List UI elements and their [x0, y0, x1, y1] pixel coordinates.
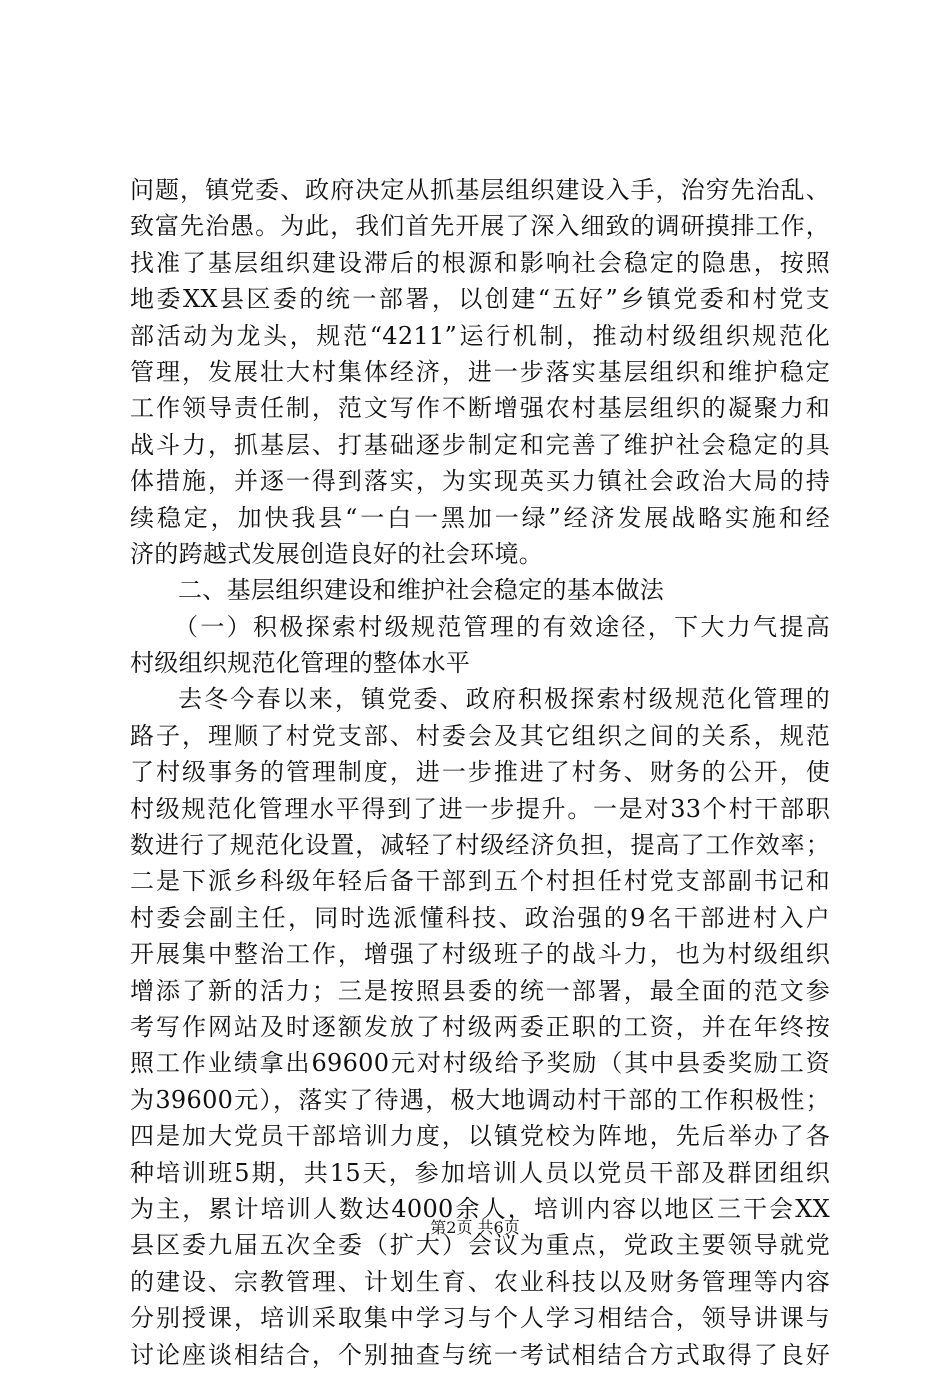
- text-line: 的建设、宗教管理、计划生育、农业科技以及财务管理等内容: [130, 1267, 830, 1296]
- text-line: 管理，发展壮大村集体经济，进一步落实基层组织和维护稳定: [130, 357, 830, 386]
- page-footer: [0, 1218, 950, 1238]
- section-heading: 二、基层组织建设和维护社会稳定的基本做法: [178, 576, 664, 605]
- text-line: 地委XX县区委的统一部署，以创建“五好”乡镇党委和村党支: [130, 285, 830, 314]
- subsection-heading: （一）积极探索村级规范管理的有效途径，下大力气提高: [174, 612, 830, 641]
- text-line: 战斗力，抓基层、打基础逐步制定和完善了维护社会稳定的具: [130, 430, 830, 459]
- text-line: 为39600元），落实了待遇，极大地调动村干部的工作积极性；: [130, 1085, 830, 1114]
- text-line: 部活动为龙头，规范“4211”运行机制，推动村级组织规范化: [130, 321, 830, 350]
- text-line: 为主，累计培训人数达4000余人，培训内容以地区三干会XX: [130, 1194, 830, 1223]
- text-line: 找准了基层组织建设滞后的根源和影响社会稳定的隐患，按照: [130, 248, 830, 277]
- text-line: 问题，镇党委、政府决定从抓基层组织建设入手，治穷先治乱、: [130, 176, 830, 204]
- text-line: 讨论座谈相结合，个别抽查与统一考试相结合方式取得了良好: [130, 1340, 830, 1369]
- text-line: 了村级事务的管理制度，进一步推进了村务、财务的公开，使: [130, 758, 830, 787]
- text-line: 照工作业绩拿出69600元对村级给予奖励（其中县委奖励工资: [130, 1049, 830, 1078]
- text-line: 考写作网站及时逐额发放了村级两委正职的工资，并在年终按: [130, 1012, 830, 1041]
- text-line: 二是下派乡科级年轻后备干部到五个村担任村党支部副书记和: [130, 867, 830, 896]
- text-line: 工作领导责任制，范文写作不断增强农村基层组织的凝聚力和: [130, 394, 830, 423]
- text-line: 四是加大党员干部培训力度，以镇党校为阵地，先后举办了各: [130, 1122, 830, 1151]
- text-line: 分别授课，培训采取集中学习与个人学习相结合，领导讲课与: [130, 1304, 830, 1333]
- text-line: 数进行了规范化设置，减轻了村级经济负担，提高了工作效率；: [130, 831, 830, 860]
- text-line: 村级规范化管理水平得到了进一步提升。一是对33个村干部职: [130, 794, 830, 823]
- subsection-heading-cont: 村级组织规范化管理的整体水平: [130, 649, 471, 678]
- text-line: 致富先治愚。为此，我们首先开展了深入细致的调研摸排工作，: [130, 212, 830, 241]
- text-line: 村委会副主任，同时选派懂科技、政治强的9名干部进村入户: [130, 903, 830, 932]
- text-line: 路子，理顺了村党支部、村委会及其它组织之间的关系，规范: [130, 721, 830, 750]
- text-line: 开展集中整治工作，增强了村级班子的战斗力，也为村级组织: [130, 940, 830, 969]
- text-line: 去冬今春以来，镇党委、政府积极探索村级规范化管理的: [178, 685, 830, 714]
- text-line: 增添了新的活力；三是按照县委的统一部署，最全面的范文参: [130, 976, 830, 1005]
- text-line: 县区委九届五次全委（扩大）会议为重点，党政主要领导就党: [130, 1231, 830, 1260]
- text-line: 体措施，并逐一得到落实，为实现英买力镇社会政治大局的持: [130, 467, 830, 496]
- page-number: 第2页 共6页: [430, 1218, 520, 1237]
- document-body: [130, 172, 830, 1373]
- text-line: 种培训班5期，共15天，参加培训人员以党员干部及群团组织: [130, 1158, 830, 1187]
- text-line: 续稳定，加快我县“一白一黑加一绿”经济发展战略实施和经: [130, 503, 830, 532]
- text-line: 济的跨越式发展创造良好的社会环境。: [130, 539, 544, 568]
